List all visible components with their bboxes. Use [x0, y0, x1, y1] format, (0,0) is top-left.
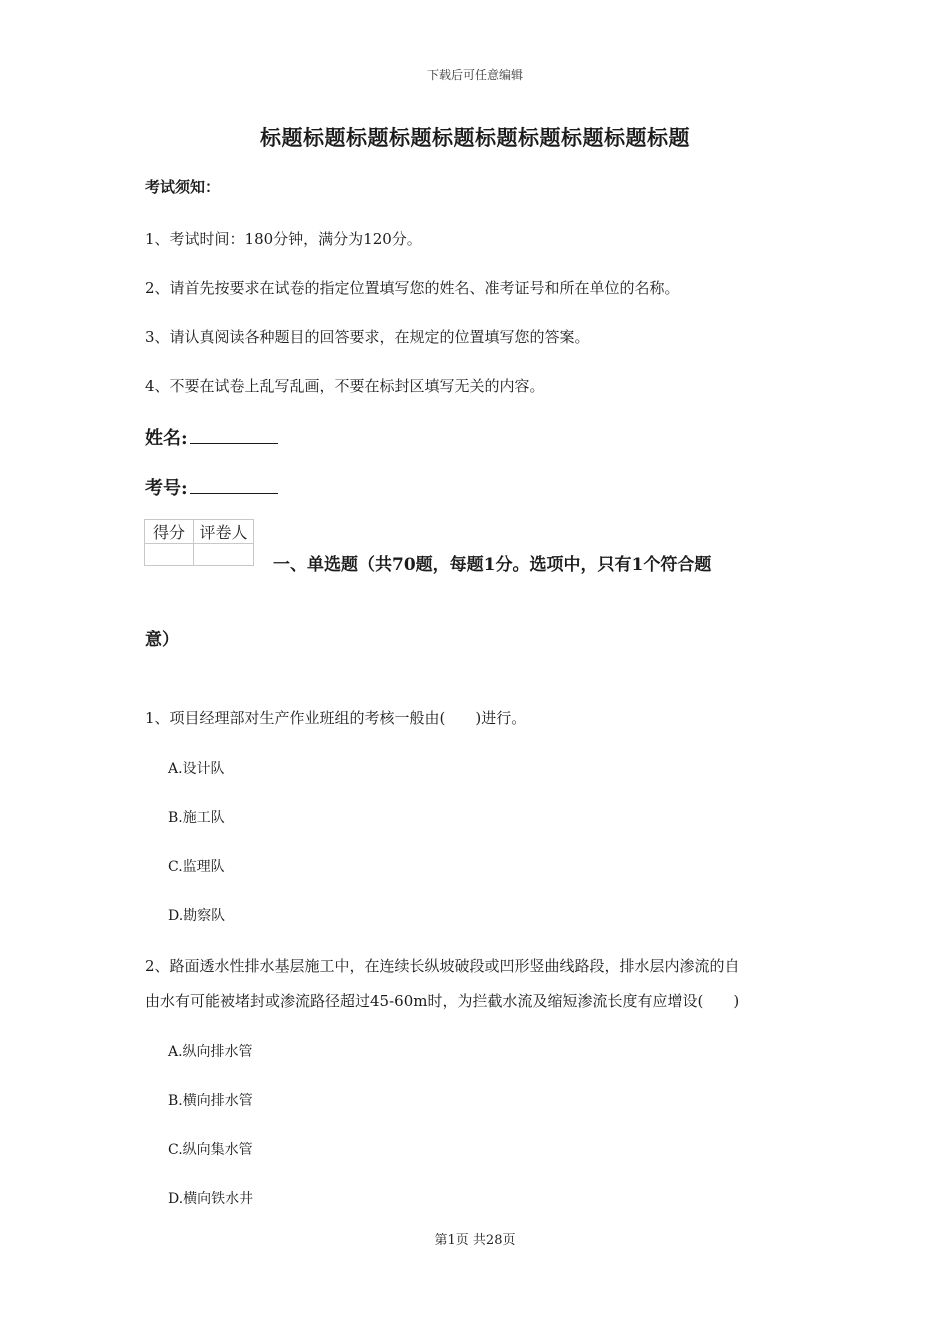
- question-text: 2、路面透水性排水基层施工中，在连续长纵坡破段或凹形竖曲线路段，排水层内渗流的自: [145, 957, 740, 975]
- notice-item: 1、考试时间：180分钟，满分为120分。: [145, 230, 422, 248]
- section-title: 一、单选题（共70题，每题1分。选项中，只有1个符合题: [273, 555, 712, 575]
- notice-heading: 考试须知：: [145, 178, 221, 196]
- notice-item: 3、请认真阅读各种题目的回答要求，在规定的位置填写您的答案。: [145, 328, 590, 346]
- option-c: C.纵向集水管: [168, 1142, 253, 1158]
- exam-id-field: [145, 474, 278, 500]
- exam-id-blank[interactable]: [190, 475, 278, 494]
- option-d: D.勘察队: [168, 908, 226, 924]
- exam-id-label: 考号:: [145, 478, 188, 499]
- name-blank[interactable]: [190, 425, 278, 444]
- document-title: 标题标题标题标题标题标题标题标题标题标题: [260, 125, 690, 150]
- name-label: 姓名:: [145, 428, 188, 449]
- question-text: 1、项目经理部对生产作业班组的考核一般由( )进行。: [145, 709, 527, 727]
- grader-header: 评卷人: [194, 520, 254, 544]
- notice-item: 4、不要在试卷上乱写乱画，不要在标封区填写无关的内容。: [145, 377, 545, 395]
- score-cell[interactable]: [145, 544, 194, 566]
- notice-item: 2、请首先按要求在试卷的指定位置填写您的姓名、准考证号和所在单位的名称。: [145, 279, 680, 297]
- option-c: C.监理队: [168, 859, 225, 875]
- page-footer: 第1页 共28页: [434, 1233, 516, 1248]
- score-table: [144, 519, 254, 566]
- option-b: B.横向排水管: [168, 1093, 253, 1109]
- option-a: A.设计队: [168, 761, 225, 777]
- option-b: B.施工队: [168, 810, 225, 826]
- header-note: 下载后可任意编辑: [426, 68, 523, 82]
- grader-cell[interactable]: [194, 544, 254, 566]
- section-title-continued: 意）: [145, 630, 179, 650]
- option-d: D.横向铁水井: [168, 1191, 254, 1207]
- name-field: [145, 424, 278, 450]
- option-a: A.纵向排水管: [168, 1044, 253, 1060]
- question-text-continued: 由水有可能被堵封或渗流路径超过45-60m时，为拦截水流及缩短渗流长度有应增设( ): [145, 992, 740, 1010]
- score-header: 得分: [145, 520, 194, 544]
